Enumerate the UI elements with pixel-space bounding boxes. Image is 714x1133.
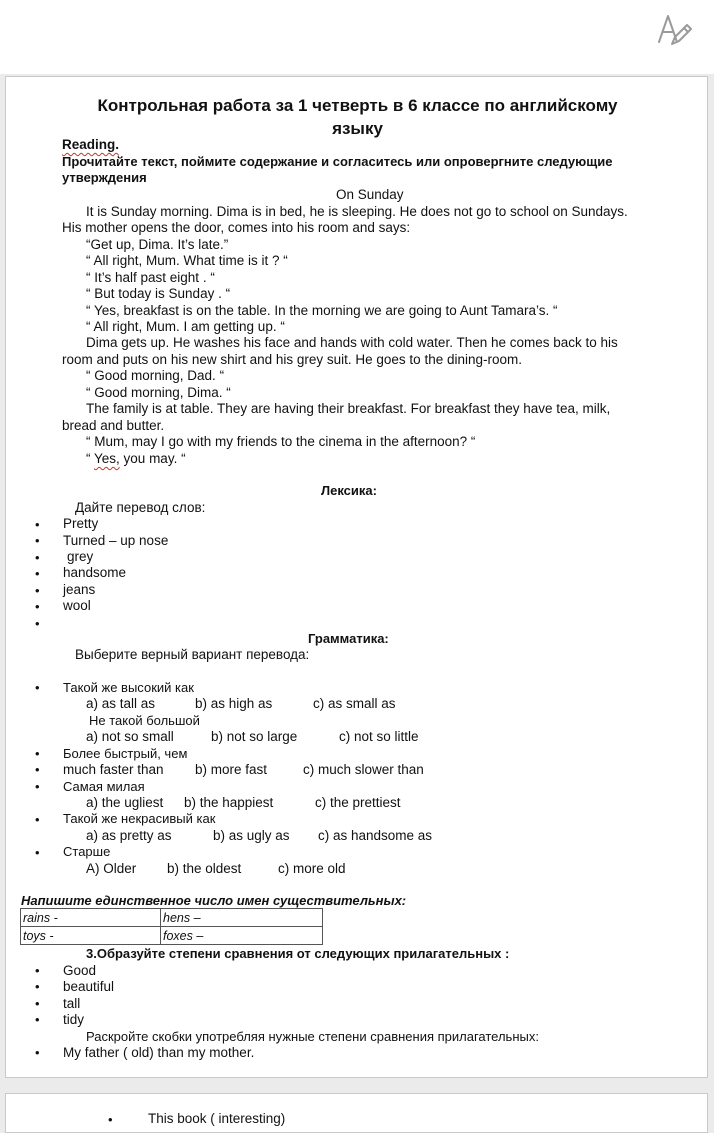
option-c: c) as handsome as: [318, 828, 433, 843]
bullet: •: [35, 583, 40, 598]
bullet: •: [108, 1112, 113, 1127]
sentence-item: This book ( interesting): [148, 1111, 286, 1126]
reading-heading: Reading.: [62, 137, 120, 152]
option-a: a) as pretty as: [86, 828, 172, 843]
table-cell: rains -: [21, 909, 161, 927]
bullet: •: [35, 517, 40, 532]
option-a: a) not so small: [86, 729, 174, 744]
pen-annotate-icon[interactable]: [655, 10, 695, 50]
bullet: •: [35, 1045, 40, 1060]
story-line-last: “ Yes, you may. “: [86, 451, 186, 466]
reading-instruction: Прочитайте текст, поймите содержание и согласитесь или опровергните следующие: [62, 154, 613, 169]
question-prompt: Такой же некрасивый как: [63, 811, 216, 826]
vocab-item: Pretty: [63, 516, 99, 531]
vocab-instruction: Дайте перевод слов:: [75, 500, 206, 515]
bullet: •: [35, 550, 40, 565]
story-line: “ Yes, breakfast is on the table. In the morning we are going to Aunt Tamara’s. “: [86, 303, 558, 318]
vocab-item: wool: [63, 598, 91, 613]
story-line: “ Mum, may I go with my friends to the cinema in the afternoon? “: [86, 434, 476, 449]
story-line: The family is at table. They are having their breakfast. For breakfast they have tea, milk,: [86, 401, 611, 416]
option-c: c) the prettiest: [315, 795, 401, 810]
option-b: b) the oldest: [167, 861, 242, 876]
grammar-heading: Грамматика:: [308, 631, 389, 646]
vocab-item: handsome: [63, 565, 127, 580]
option-c: c) much slower than: [303, 762, 424, 777]
story-line: bread and butter.: [62, 418, 165, 433]
vocab-item: Turned – up nose: [63, 533, 169, 548]
table-cell: toys -: [21, 927, 161, 945]
nouns-table: [20, 908, 323, 945]
question-prompt: Более быстрый, чем: [63, 746, 188, 761]
story-line: “ All right, Mum. What time is it ? “: [86, 253, 288, 268]
story-line: “ Good morning, Dad. “: [86, 368, 225, 383]
bullet: •: [35, 680, 40, 695]
option-c: c) more old: [278, 861, 346, 876]
question-prompt: Старше: [63, 844, 111, 859]
bullet: •: [35, 963, 40, 978]
option-b: b) as ugly as: [213, 828, 290, 843]
option-b: b) more fast: [195, 762, 268, 777]
sentence-item: My father ( old) than my mother.: [63, 1045, 255, 1060]
option-c: c) not so little: [339, 729, 419, 744]
option-b: b) not so large: [211, 729, 298, 744]
bullet: •: [35, 1012, 40, 1027]
table-cell: hens –: [161, 909, 323, 927]
option-b: b) as high as: [195, 696, 273, 711]
table-row: [21, 909, 323, 927]
document-page: [5, 76, 708, 1078]
bullet: •: [35, 599, 40, 614]
page-title: Контрольная работа за 1 четверть в 6 классе по английскому: [97, 96, 618, 115]
question-prompt: Такой же высокий как: [63, 680, 194, 695]
comparison-heading: 3.Образуйте степени сравнения от следующих прилагательных :: [86, 946, 510, 961]
bullet: •: [35, 812, 40, 827]
vocab-item: jeans: [63, 582, 96, 597]
story-line: His mother opens the door, comes into his room and says:: [62, 220, 411, 235]
question-prompt: Самая милая: [63, 779, 145, 794]
table-row: [21, 927, 323, 945]
bullet: •: [35, 616, 40, 631]
top-bar: [0, 0, 714, 74]
vocab-heading: Лексика:: [321, 483, 377, 498]
document-page-2: [5, 1093, 708, 1133]
story-line: room and puts on his new shirt and his grey suit. He goes to the dining-room.: [62, 352, 522, 367]
bullet: •: [35, 779, 40, 794]
option-a: a) as tall as: [86, 696, 156, 711]
story-line: “ All right, Mum. I am getting up. “: [86, 319, 285, 334]
option-a: a) the ugliest: [86, 795, 164, 810]
grammar-instruction: Выберите верный вариант перевода:: [75, 647, 310, 662]
question-prompt: Не такой большой: [89, 713, 200, 728]
story-line: It is Sunday morning. Dima is in bed, he is sleeping. He does not go to school on Sundays.: [86, 204, 628, 219]
bullet: •: [35, 845, 40, 860]
bullet: •: [35, 533, 40, 548]
page-title-line2: языку: [332, 119, 383, 138]
vocab-item: grey: [67, 549, 94, 564]
adjective-item: Good: [63, 963, 97, 978]
nouns-heading: Напишите единственное число имен существительных:: [21, 893, 407, 908]
bullet: •: [35, 566, 40, 581]
table-cell: foxes –: [161, 927, 323, 945]
bullet: •: [35, 996, 40, 1011]
story-line: “ Good morning, Dima. “: [86, 385, 231, 400]
option-a: A) Older: [86, 861, 137, 876]
reading-instruction-line2: утверждения: [62, 170, 147, 185]
brackets-instruction: Раскройте скобки употребляя нужные степени сравнения прилагательных:: [86, 1029, 539, 1044]
story-line: “ It’s half past eight . “: [86, 270, 215, 285]
story-line: “ But today is Sunday . “: [86, 286, 231, 301]
adjective-item: tidy: [63, 1012, 85, 1027]
adjective-item: beautiful: [63, 979, 115, 994]
option-a: much faster than: [63, 762, 164, 777]
adjective-item: tall: [63, 996, 81, 1011]
story-line: “Get up, Dima. It’s late.”: [86, 237, 229, 252]
option-b: b) the happiest: [184, 795, 274, 810]
option-c: c) as small as: [313, 696, 396, 711]
story-line: Dima gets up. He washes his face and hands with cold water. Then he comes back to his: [86, 335, 618, 350]
bullet: •: [35, 979, 40, 994]
bullet: •: [35, 746, 40, 761]
story-title: On Sunday: [336, 187, 404, 202]
bullet: •: [35, 762, 40, 777]
